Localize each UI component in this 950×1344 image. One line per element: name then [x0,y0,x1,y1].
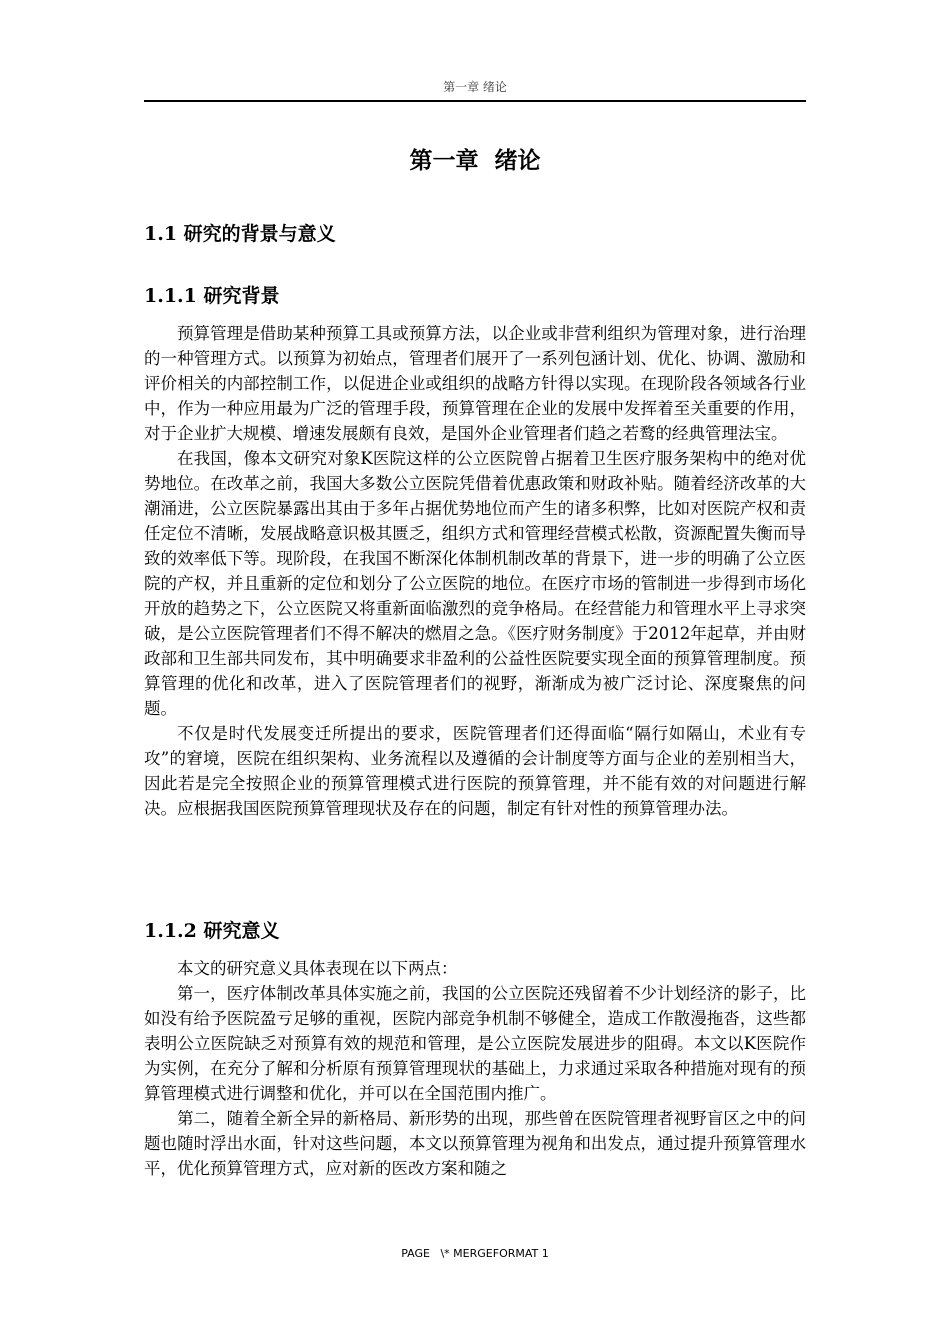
running-header: 第一章 绪论 [443,80,507,94]
section-heading-1-1-1: 1.1.1 研究背景 [144,285,280,307]
page-number-field: PAGE \* MERGEFORMAT 1 [401,1247,549,1260]
section-body-1-1-1 [144,321,806,821]
section-heading-1-1: 1.1 研究的背景与意义 [144,223,336,245]
chapter-title: 第一章 绪论 [409,147,541,174]
paragraph: 第一，医疗体制改革具体实施之前，我国的公立医院还残留着不少计划经济的影子，比如没有给予医院盈亏足够的重视，医院内部竞争机制不够健全，造成工作散漫拖沓，这些都表明公立医院缺乏对预算有效的规范和管理，是公立医院发展进步的阻碍。本文以K医院作为实例，在充分了解和分析原有预算管理现状的基础上，力求通过采取各种措施对现有的预算管理模式进行调整和优化，并可以在全国范围内推广。 [144,984,806,1103]
paragraph: 在我国，像本文研究对象K医院这样的公立医院曾占据着卫生医疗服务架构中的绝对优势地位。在改革之前，我国大多数公立医院凭借着优惠政策和财政补贴。随着经济改革的大潮涌进，公立医院暴露出其由于多年占据优势地位而产生的诸多积弊，比如对医院产权和责任定位不清晰，发展战略意识极其匮乏，组织方式和管理经营模式松散，资源配置失衡而导致的效率低下等。现阶段，在我国不断深化体制机制改革的背景下，进一步的明确了公立医院的产权，并且重新的定位和划分了公立医院的地位。在医疗市场的管制进一步得到市场化开放的趋势之下，公立医院又将重新面临激烈的竞争格局。在经营能力和管理水平上寻求突破，是公立医院管理者们不得不解决的燃眉之急。《医疗财务制度》于2012年起草，并由财政部和卫生部共同发布，其中明确要求非盈利的公益性医院要实现全面的预算管理制度。预算管理的优化和改革，进入了医院管理者们的视野，渐渐成为被广泛讨论、深度聚焦的问题。 [144,449,806,718]
paragraph: 不仅是时代发展变迁所提出的要求，医院管理者们还得面临“隔行如隔山，术业有专攻”的窘境，医院在组织架构、业务流程以及遵循的会计制度等方面与企业的差别相当大，因此若是完全按照企业的预算管理模式进行医院的预算管理，并不能有效的对问题进行解决。应根据我国医院预算管理现状及存在的问题，制定有针对性的预算管理办法。 [144,724,806,818]
section-body-1-1-2 [144,956,806,1181]
paragraph: 第二，随着全新全异的新格局、新形势的出现，那些曾在医院管理者视野盲区之中的问题也随时浮出水面，针对这些问题，本文以预算管理为视角和出发点，通过提升预算管理水平，优化预算管理方式，应对新的医改方案和随之 [144,1109,806,1178]
section-heading-1-1-2: 1.1.2 研究意义 [144,920,280,942]
paragraph: 本文的研究意义具体表现在以下两点： [177,959,458,978]
header-rule [144,100,806,102]
paragraph: 预算管理是借助某种预算工具或预算方法，以企业或非营利组织为管理对象，进行治理的一种管理方式。以预算为初始点，管理者们展开了一系列包涵计划、优化、协调、激励和评价相关的内部控制工作，以促进企业或组织的战略方针得以实现。在现阶段各领域各行业中，作为一种应用最为广泛的管理手段，预算管理在企业的发展中发挥着至关重要的作用，对于企业扩大规模、增速发展颇有良效，是国外企业管理者们趋之若鹜的经典管理法宝。 [144,324,806,443]
